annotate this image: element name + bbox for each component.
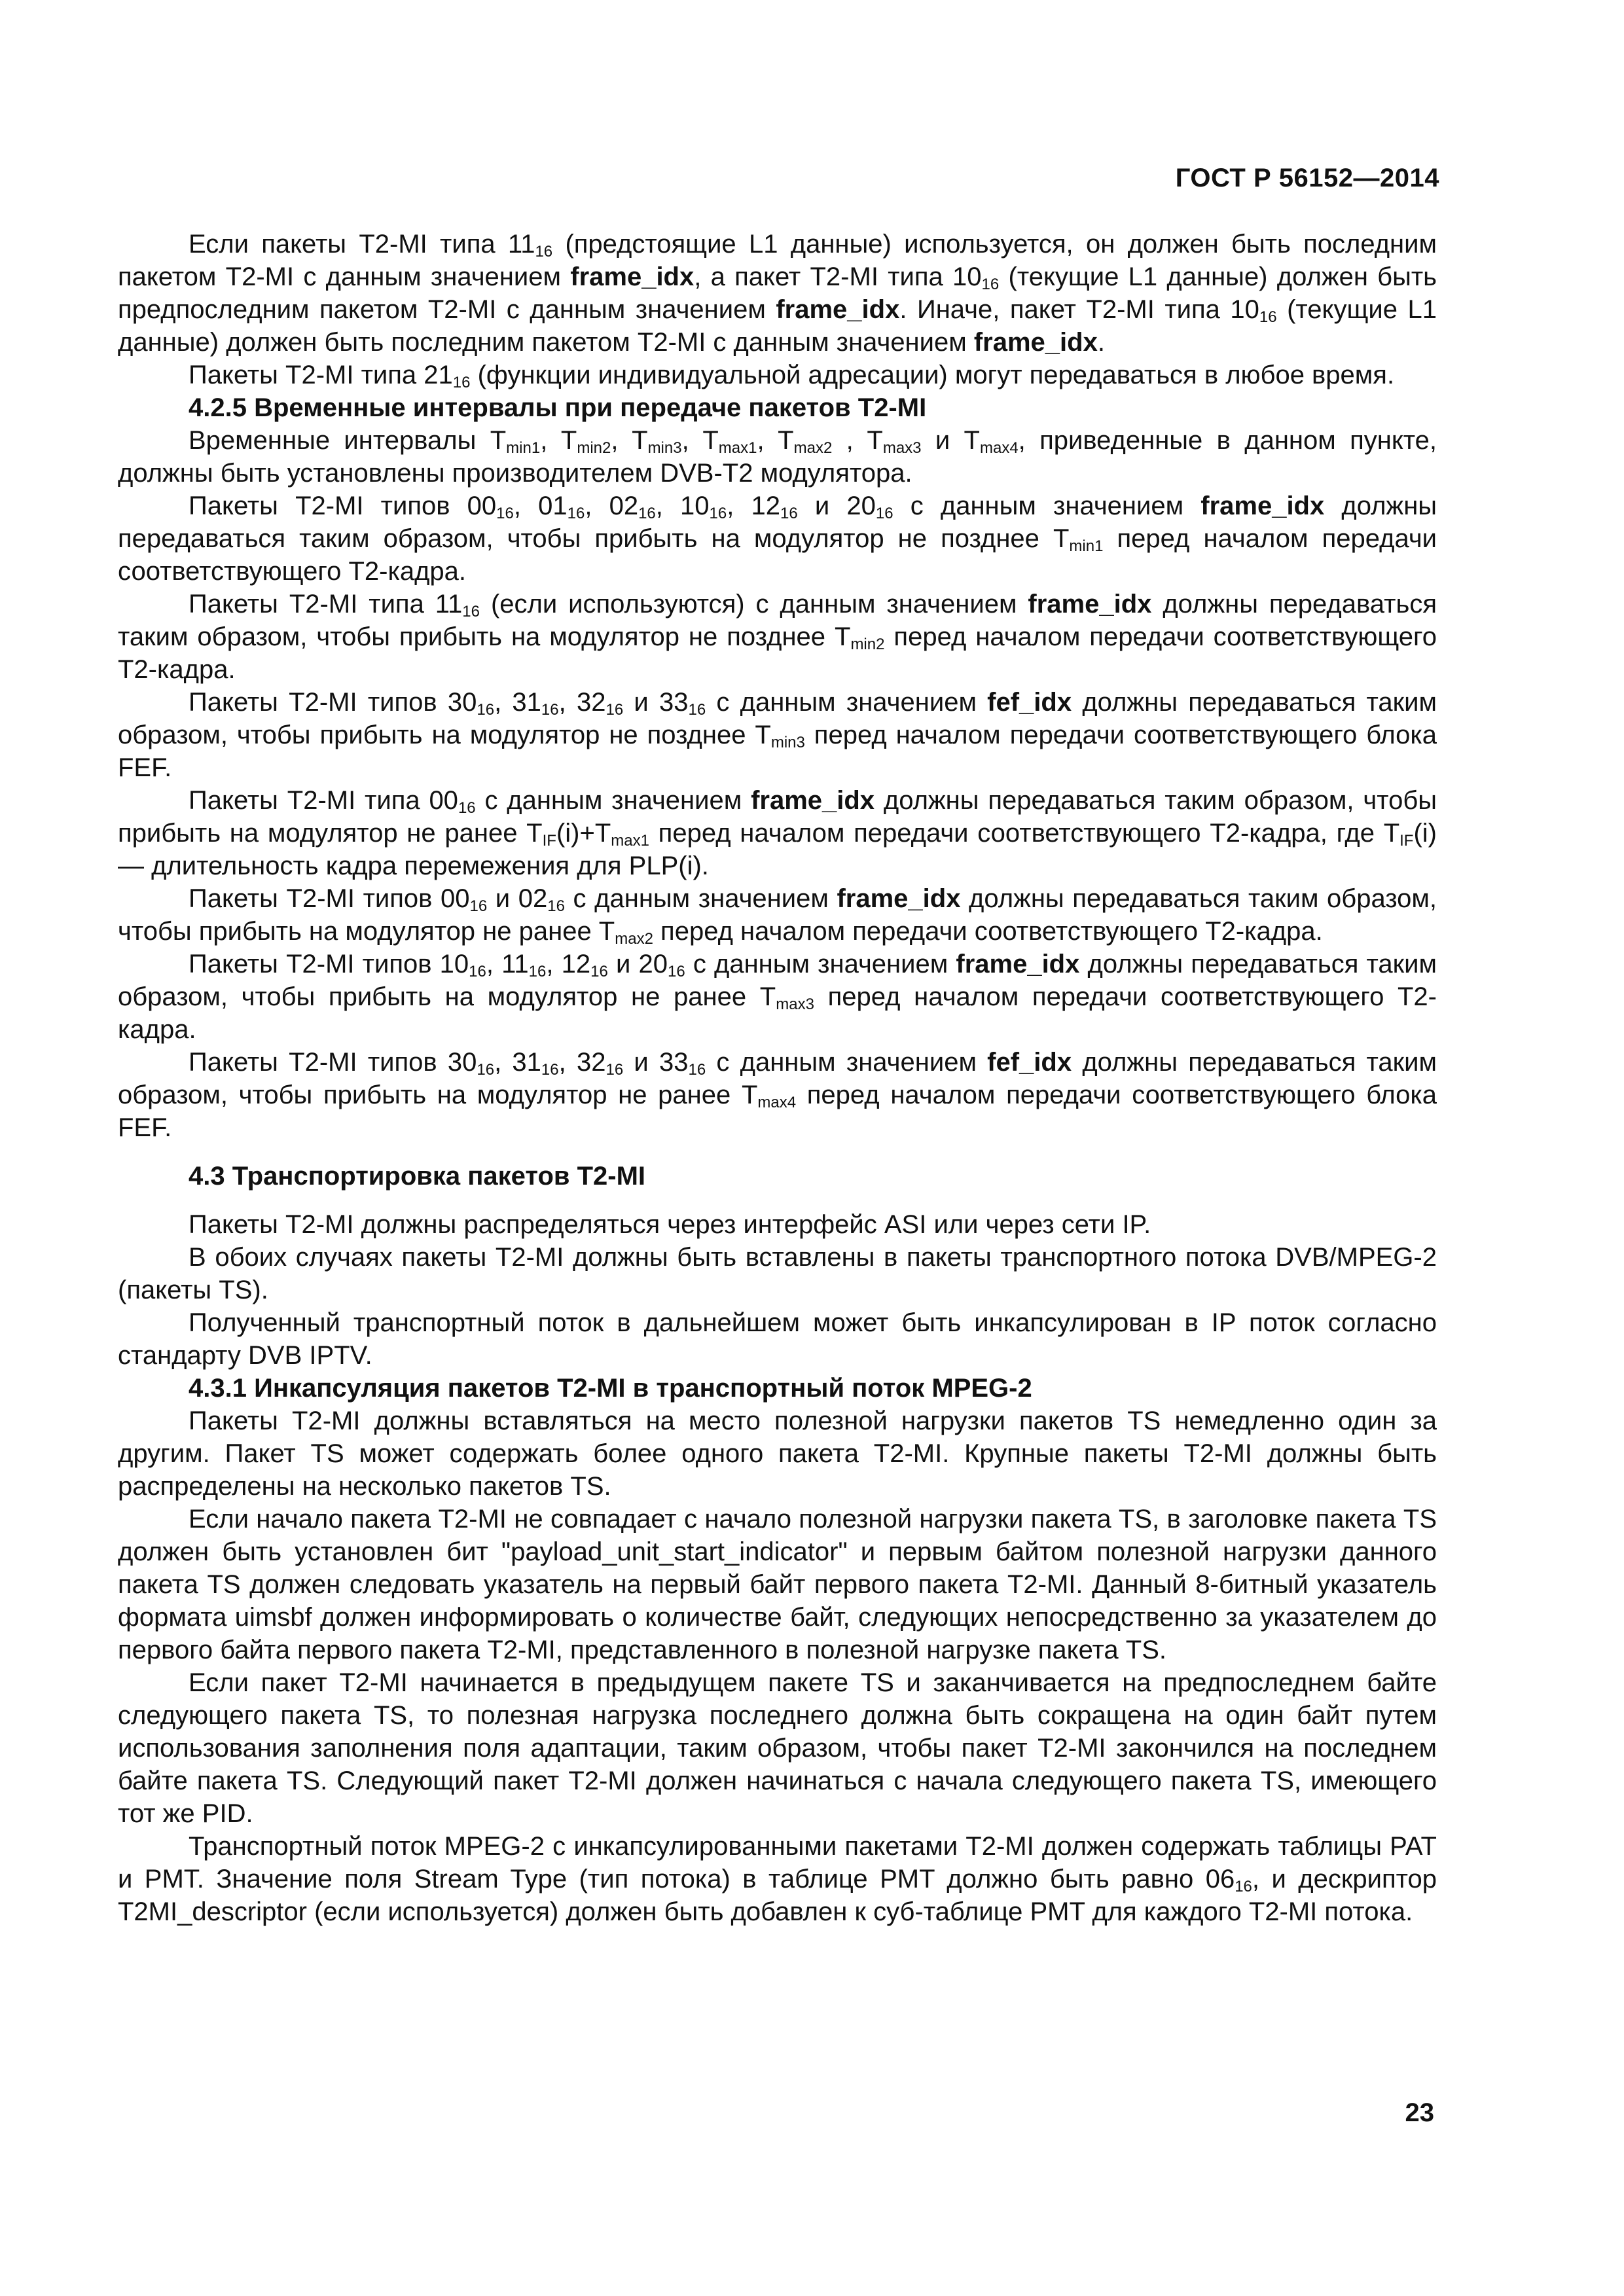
document-header: ГОСТ Р 56152—2014 (1175, 164, 1439, 192)
paragraph-pat-pmt: Транспортный поток MPEG-2 с инкапсулированными пакетами T2-MI должен содержать таблицы PAT и PMT. Значение поля Stream Type (тип потока) в таблице PMT должно быть равно $06_{16}$, и дескриптор T2MI_descriptor (если используется) должен быть добавлен к суб-таблице PMT для каждого T2-MI потока. (118, 1832, 1437, 1926)
paragraph-iptv: Полученный транспортный поток в дальнейшем может быть инкапсулирован в IP поток согласно стандарту DVB IPTV. (118, 1308, 1437, 1370)
paragraph-tmax3: Пакеты T2-MI типов $10_{16}$, $11_{16}$, $12_{16}$ и $20_{16}$ с данным значением frame_idx должны передаваться таким образом, чтобы прибыть на модулятор не ранее $T_{max3}$ перед началом передачи соответствующего T2-кадра. (118, 950, 1437, 1044)
page-number: 23 (1405, 2098, 1434, 2127)
document-body (118, 228, 1437, 1928)
paragraph-pointer-field: Если начало пакета T2-MI не совпадает с начало полезной нагрузки пакета TS, в заголовке пакета TS должен быть установлен бит "payload_unit_start_indicator" и первым байтом полезной нагрузки данного пакета TS должен следовать указатель на первый байт первого пакета T2-MI. Данный 8-битный указатель формата uimsbf должен информировать о количестве байт, следующих непосредственно за указателем до первого байта первого пакета T2-MI, представленного в полезной нагрузке пакета TS. (118, 1505, 1437, 1664)
paragraph-adaptation-stuffing: Если пакет T2-MI начинается в предыдущем пакете TS и заканчивается на предпоследнем байте следующего пакета TS, то полезная нагрузка последнего должна быть сокращена на один байт путем использования заполнения поля адаптации, таким образом, чтобы пакет T2-MI закончился на последнем байте пакета TS. Следующий пакет T2-MI должен начинаться с начала следующего пакета TS, имеющего тот же PID. (118, 1668, 1437, 1828)
paragraph-tmax2: Пакеты T2-MI типов $00_{16}$ и $02_{16}$ с данным значением frame_idx должны передаваться таким образом, чтобы прибыть на модулятор не ранее $T_{max2}$ перед началом передачи соответствующего T2-кадра. (118, 884, 1437, 948)
paragraph-time-intervals: Временные интервалы $T_{min1}$, $T_{min2}$, $T_{min3}$, $T_{max1}$, $T_{max2}$ , $T_{max3}$ и $T_{max4}$, приведенные в данном пункте, должны быть установлены производителем DVB-T2 модулятора. (118, 426, 1437, 488)
paragraph-tmin2: Пакеты T2-MI типа $11_{16}$ (если используются) с данным значением frame_idx должны передаваться таким образом, чтобы прибыть на модулятор не позднее $T_{min2}$ перед началом передачи соответствующего T2-кадра. (118, 590, 1437, 684)
paragraph-tmax1: Пакеты T2-MI типа $00_{16}$ с данным значением frame_idx должны передаваться таким образом, чтобы прибыть на модулятор не ранее $T_{IF}(i)+T_{max1}$ перед началом передачи соответствующего T2-кадра, где $T_{IF}(i)$ — длительность кадра перемежения для PLP(i). (118, 786, 1437, 880)
paragraph-tmin1: Пакеты T2-MI типов $00_{16}$, $01_{16}$, $02_{16}$, $10_{16}$, $12_{16}$ и $20_{16}$ с данным значением frame_idx должны передаваться таким образом, чтобы прибыть на модулятор не позднее $T_{min1}$ перед началом передачи соответствующего T2-кадра. (118, 492, 1437, 586)
paragraph-type-21: Пакеты T2-MI типа $21_{16}$ (функции индивидуальной адресации) могут передаваться в любое время. (189, 361, 1395, 391)
paragraph-asi-ip: Пакеты T2-MI должны распределяться через интерфейс ASI или через сети IP. (189, 1210, 1151, 1239)
paragraph-payload-insertion: Пакеты T2-MI должны вставляться на место полезной нагрузки пакетов TS немедленно один за другим. Пакет TS может содержать более одного пакета T2-MI. Крупные пакеты T2-MI должны быть распределены на несколько пакетов TS. (118, 1407, 1437, 1501)
paragraph-tmax4: Пакеты T2-MI типов $30_{16}$, $31_{16}$, $32_{16}$ и $33_{16}$ с данным значением fef_idx должны передаваться таким образом, чтобы прибыть на модулятор не ранее $T_{max4}$ перед началом передачи соответствующего блока FEF. (118, 1048, 1437, 1142)
section-heading-4-3: 4.3 Транспортировка пакетов T2-MI (189, 1162, 646, 1191)
paragraph-tmin3: Пакеты T2-MI типов $30_{16}$, $31_{16}$, $32_{16}$ и $33_{16}$ с данным значением fef_idx должны передаваться таким образом, чтобы прибыть на модулятор не позднее $T_{min3}$ перед началом передачи соответствующего блока FEF. (118, 688, 1437, 782)
paragraph-l1-ordering: Если пакеты T2-MI типа $11_{16}$ (предстоящие L1 данные) используется, он должен быть последним пакетом T2-MI с данным значением frame_idx, а пакет T2-MI типа $10_{16}$ (текущие L1 данные) должен быть предпоследним пакетом T2-MI с данным значением frame_idx. Иначе, пакет T2-MI типа $10_{16}$ (текущие L1 данные) должен быть последним пакетом T2-MI с данным значением frame_idx. (118, 230, 1437, 357)
section-heading-4-3-1: 4.3.1 Инкапсуляция пакетов T2-MI в транспортный поток MPEG-2 (189, 1374, 1032, 1403)
paragraph-ts-packets: В обоих случаях пакеты T2-MI должны быть вставлены в пакеты транспортного потока DVB/MPEG-2 (пакеты TS). (118, 1243, 1437, 1304)
section-heading-4-2-5: 4.2.5 Временные интервалы при передаче пакетов T2-MI (189, 393, 927, 422)
